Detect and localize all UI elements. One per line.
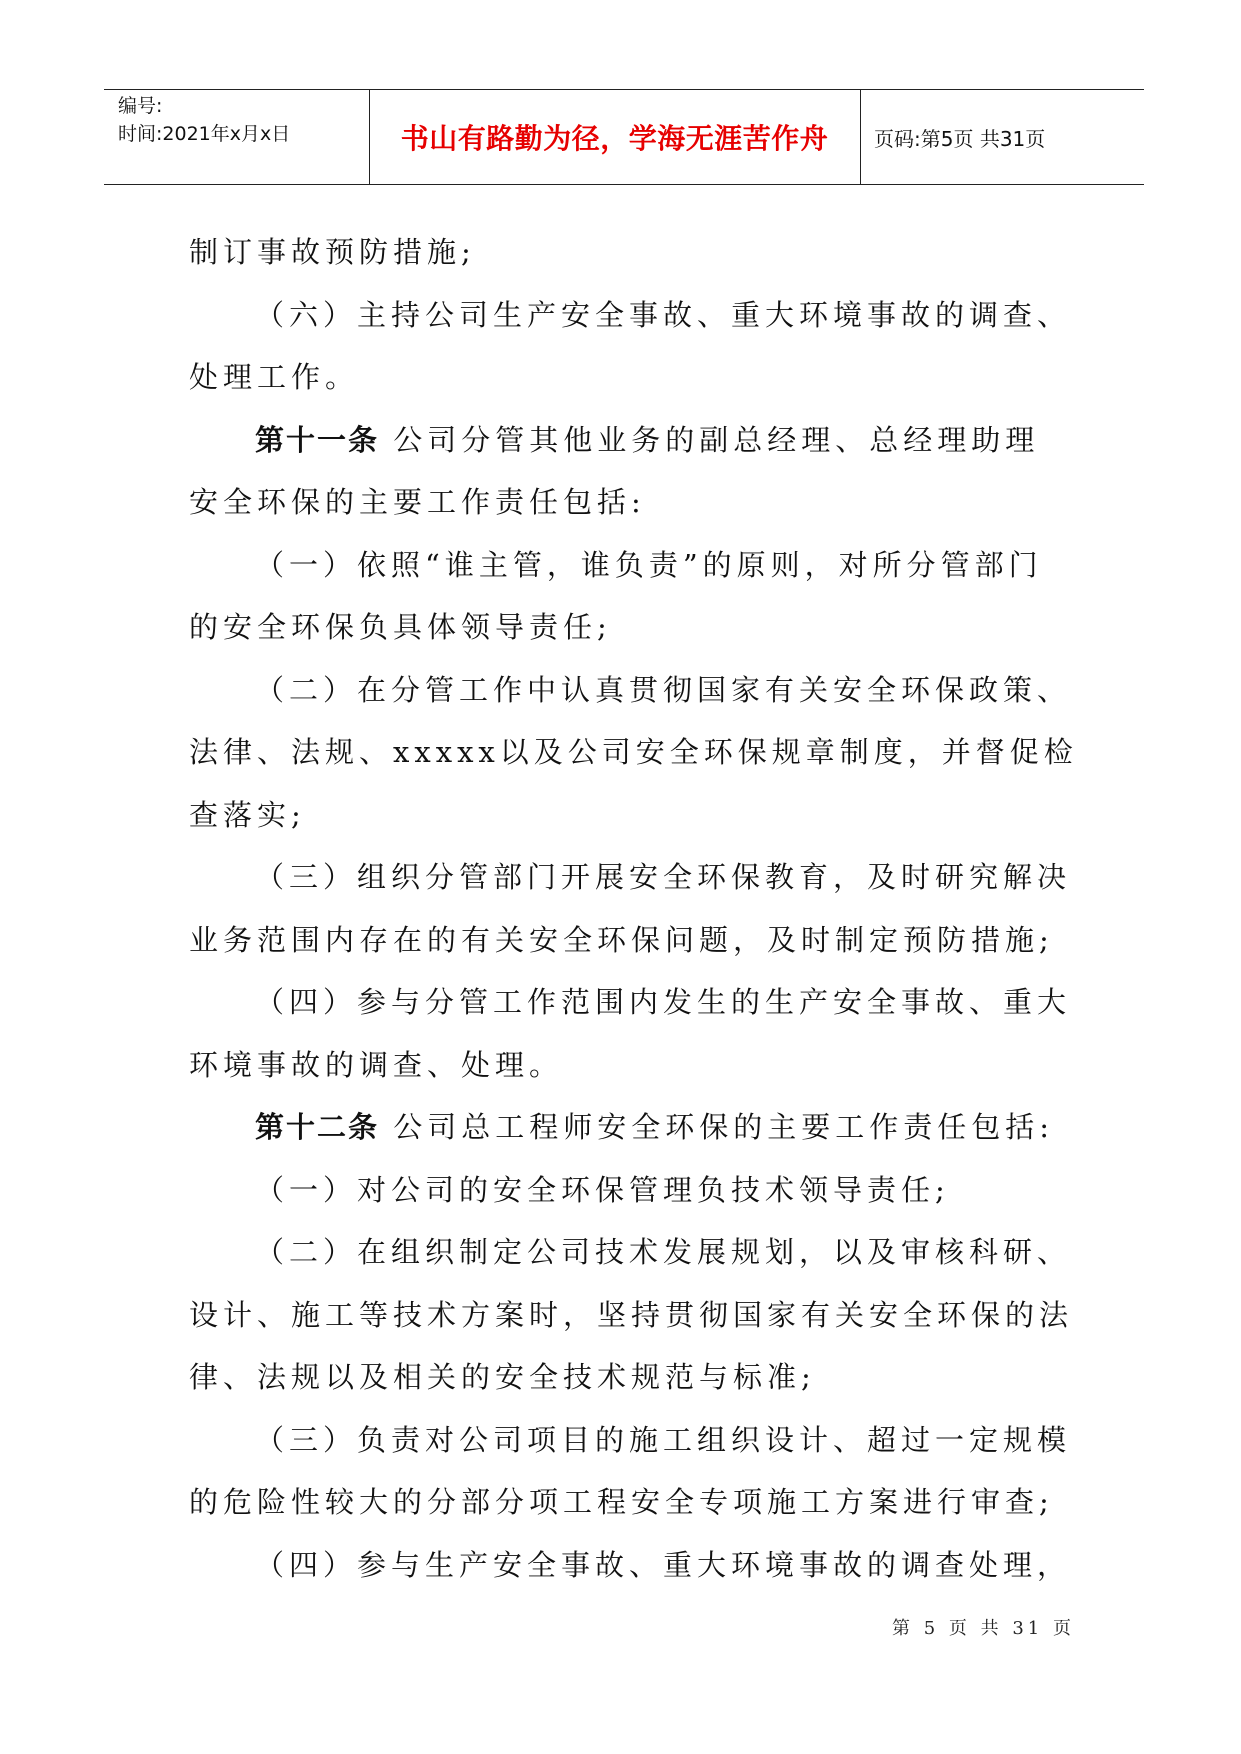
date-label: 时间:2021年x月x日	[118, 123, 291, 145]
paragraph-line: 业务范围内存在的有关安全环保问题，及时制定预防措施;	[189, 922, 1054, 957]
paragraph-line: （四）参与生产安全事故、重大环境事故的调查处理，	[255, 1547, 1072, 1582]
paragraph-line: （三）组织分管部门开展安全环保教育，及时研究解决	[255, 860, 1072, 894]
paragraph-line: 环境事故的调查、处理。	[189, 1047, 564, 1082]
document-body	[189, 221, 1079, 1596]
paragraph-line: 处理工作。	[189, 360, 360, 394]
paragraph-line: 安全环保的主要工作责任包括:	[189, 485, 646, 519]
header-meta	[118, 92, 290, 148]
page-header	[104, 89, 1144, 185]
paragraph-line: （三）负责对公司项目的施工组织设计、超过一定规模	[255, 1422, 1072, 1457]
article-11-title: 第十一条	[255, 422, 380, 457]
article-12-text: 公司总工程师安全环保的主要工作责任包括:	[379, 1110, 1055, 1144]
paragraph-line: 的安全环保负具体领导责任;	[189, 610, 612, 644]
header-page-info: 页码:第5页 共31页	[874, 126, 1046, 151]
paragraph-line: 制订事故预防措施;	[189, 235, 476, 269]
paragraph-line: 设计、施工等技术方案时，坚持贯彻国家有关安全环保的法	[189, 1297, 1074, 1332]
paragraph-line: （一）对公司的安全环保管理负技术领导责任;	[255, 1172, 950, 1207]
paragraph-line: （二）在组织制定公司技术发展规划，以及审核科研、	[255, 1235, 1072, 1269]
paragraph-line: 律、法规以及相关的安全技术规范与标准;	[189, 1360, 816, 1394]
paragraph-line: （一）依照“谁主管，谁负责”的原则，对所分管部门	[255, 547, 1043, 582]
header-divider	[860, 90, 861, 184]
paragraph-line: （六）主持公司生产安全事故、重大环境事故的调查、	[255, 297, 1072, 332]
paragraph-line: 查落实;	[189, 797, 306, 832]
article-12-heading	[189, 1096, 1079, 1159]
article-11-text: 公司分管其他业务的副总经理、总经理助理	[379, 422, 1040, 457]
serial-number-label: 编号:	[118, 95, 163, 117]
paragraph-line: （二）在分管工作中认真贯彻国家有关安全环保政策、	[255, 672, 1072, 707]
article-12-title: 第十二条	[255, 1110, 380, 1144]
paragraph-line: 的危险性较大的分部分项工程安全专项施工方案进行审查;	[189, 1485, 1054, 1519]
paragraph-line: （四）参与分管工作范围内发生的生产安全事故、重大	[255, 985, 1072, 1019]
page-footer-number: 第 5 页 共 31 页	[892, 1618, 1075, 1639]
article-11-heading	[189, 409, 1079, 472]
paragraph-line: 法律、法规、xxxxx以及公司安全环保规章制度，并督促检	[189, 735, 1078, 769]
header-motto: 书山有路勤为径，学海无涯苦作舟	[400, 122, 829, 155]
